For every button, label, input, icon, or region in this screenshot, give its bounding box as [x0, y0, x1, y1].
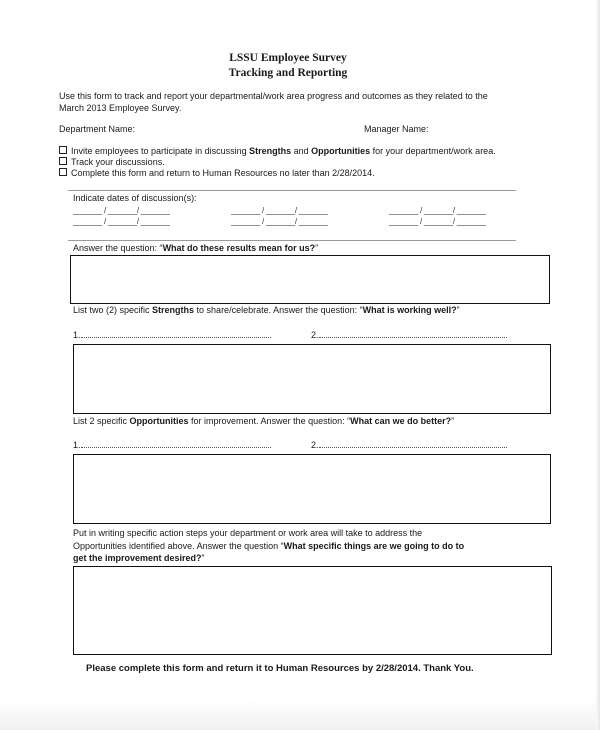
intro-line-2: March 2013 Employee Survey.: [59, 103, 182, 113]
action-steps-line-3: get the improvement desired?”: [73, 553, 205, 563]
date-field-5[interactable]: _______ / _______/ _______: [231, 217, 328, 226]
date-field-2[interactable]: _______ / _______/ _______: [231, 206, 328, 215]
department-name-label: Department Name:: [59, 124, 136, 134]
opportunities-answer-box[interactable]: [73, 454, 551, 524]
opportunity-1-line[interactable]: [81, 440, 271, 448]
opportunity-2-line[interactable]: [319, 440, 507, 448]
checklist-item-track: Track your discussions.: [59, 157, 165, 167]
action-steps-answer-box[interactable]: [73, 566, 552, 655]
strength-1-line[interactable]: [81, 330, 271, 338]
question-strengths: List two (2) specific Strengths to share/celebrate. Answer the question: “What is working well?”: [73, 305, 460, 315]
question-opportunities: List 2 specific Opportunities for improvement. Answer the question: “What can we do better?”: [73, 416, 455, 426]
checklist-item-complete: Complete this form and return to Human Resources no later than 2/28/2014.: [59, 168, 375, 178]
form-subtitle: Tracking and Reporting: [228, 67, 348, 79]
dates-label: Indicate dates of discussion(s):: [73, 193, 197, 203]
form-title: LSSU Employee Survey: [229, 52, 347, 64]
strengths-answer-box[interactable]: [73, 344, 551, 414]
date-field-6[interactable]: _______ / _______/ _______: [389, 217, 486, 226]
action-steps-line-2: Opportunities identified above. Answer the question “What specific things are we going to do to: [73, 541, 465, 551]
checkbox[interactable]: [59, 157, 67, 165]
opportunity-item-2: 2.: [311, 440, 507, 450]
strength-item-2: 2.: [311, 330, 507, 340]
checklist-item-invite: Invite employees to participate in discussing Strengths and Opportunities for your department/work area.: [59, 146, 496, 156]
date-field-3[interactable]: _______ / _______/ _______: [389, 206, 486, 215]
action-steps-line-1: Put in writing specific action steps your department or work area will take to address the: [73, 528, 423, 538]
page-edge: [596, 0, 600, 730]
strength-item-1: 1.: [73, 330, 271, 340]
strength-2-line[interactable]: [319, 330, 507, 338]
date-field-4[interactable]: _______ / _______/ _______: [73, 217, 170, 226]
opportunity-item-1: 1.: [73, 440, 271, 450]
checkbox[interactable]: [59, 168, 67, 176]
footer-instruction: Please complete this form and return it to Human Resources by 2/28/2014. Thank You.: [86, 663, 474, 674]
manager-name-label: Manager Name:: [364, 124, 429, 134]
divider: [68, 240, 516, 241]
results-meaning-answer-box[interactable]: [70, 255, 550, 304]
divider: [68, 190, 516, 191]
date-field-1[interactable]: _______ / _______/ _______: [73, 206, 170, 215]
checkbox[interactable]: [59, 146, 67, 154]
intro-line-1: Use this form to track and report your departmental/work area progress and outcomes as they related to the: [59, 91, 488, 101]
question-results-meaning: Answer the question: “What do these results mean for us?”: [73, 243, 319, 253]
